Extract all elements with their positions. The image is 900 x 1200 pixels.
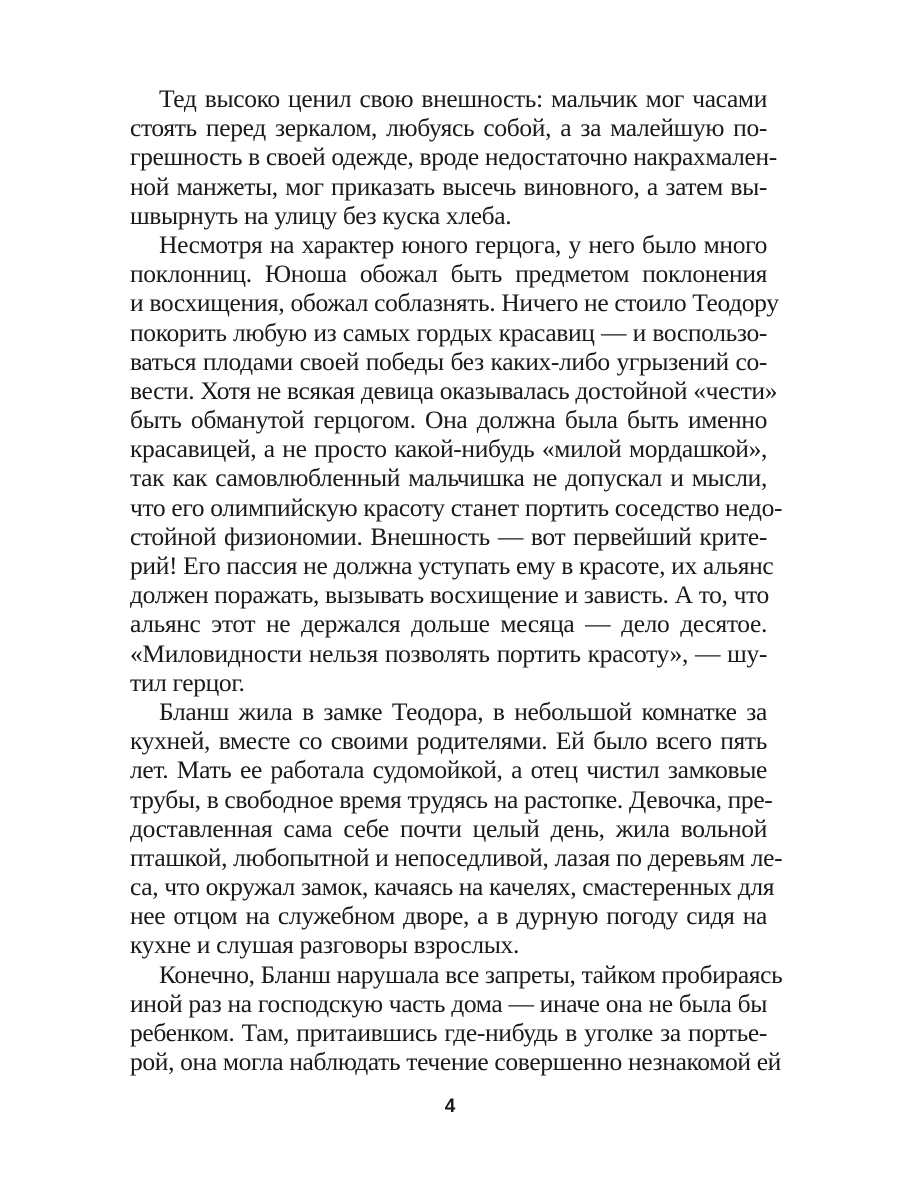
text-line: доставленная сама себе почти целый день, жила вольной bbox=[130, 813, 767, 843]
text-line: вести. Хотя не всякая девица оказывалась достойной «чести» bbox=[130, 375, 778, 405]
text-line: стоять перед зеркалом, любуясь собой, а за малейшую по- bbox=[130, 113, 767, 143]
book-page bbox=[130, 84, 783, 1077]
paragraph bbox=[130, 696, 783, 960]
text-line: красавицей, а не просто какой-нибудь «милой мордашкой», bbox=[130, 434, 767, 464]
text-line: швырнуть на улицу без куска хлеба. bbox=[130, 200, 512, 230]
text-line: так как самовлюбленный мальчишка не допускал и мысли, bbox=[130, 463, 767, 493]
text-line: рий! Его пассия не должна уступать ему в красоте, их альянс bbox=[130, 551, 774, 580]
text-line: поклонниц. Юноша обожал быть предметом поклонения bbox=[130, 259, 767, 289]
paragraph bbox=[130, 959, 783, 1077]
text-line: покорить любую из самых гордых красавиц — и воспользо- bbox=[130, 317, 767, 347]
text-line: стойной физиономии. Внешность — вот первейший крите- bbox=[130, 521, 767, 551]
text-line: кухней, вместе со своими родителями. Ей было всего пять bbox=[130, 726, 767, 756]
text-line: ребенком. Там, притаившись где-нибудь в уголке за портье- bbox=[130, 1018, 767, 1047]
text-line: грешность в своей одежде, вроде недостаточно накрахмален- bbox=[130, 142, 777, 172]
text-line: ваться плодами своей победы без каких-либо угрызений со- bbox=[130, 346, 767, 376]
text-line: трубы, в свободное время трудясь на растопке. Девочка, пре- bbox=[130, 784, 773, 814]
text-line: са, что окружал замок, качаясь на качелях, смастеренных для bbox=[130, 872, 775, 902]
text-line: рой, она могла наблюдать течение совершенно незнакомой ей bbox=[130, 1047, 781, 1077]
text-line: Конечно, Бланш нарушала все запреты, тайком пробираясь bbox=[159, 959, 783, 989]
text-line: что его олимпийскую красоту станет портить соседство недо- bbox=[130, 492, 783, 522]
text-line: тил герцог. bbox=[130, 667, 245, 697]
text-line: быть обманутой герцогом. Она должна была быть именно bbox=[130, 405, 767, 435]
text-line: кухне и слушая разговоры взрослых. bbox=[130, 930, 519, 960]
text-line: должен поражать, вызывать восхищение и зависть. А то, что bbox=[130, 580, 769, 610]
page-number: 4 bbox=[444, 1096, 456, 1117]
text-line: Тед высоко ценил свою внешность: мальчик мог часами bbox=[159, 84, 767, 113]
text-line: Бланш жила в замке Теодора, в небольшой комнатке за bbox=[159, 696, 767, 726]
text-line: и восхищения, обожал соблазнять. Ничего не стоило Теодору bbox=[130, 288, 779, 318]
paragraph bbox=[130, 84, 777, 230]
text-line: пташкой, любопытной и непоседливой, лазая по деревьям ле- bbox=[130, 842, 783, 872]
text-line: иной раз на господскую часть дома — иначе она не была бы bbox=[130, 988, 767, 1018]
text-line: альянс этот не держался дольше месяца — дело десятое. bbox=[130, 609, 767, 639]
text-line: нее отцом на служебном дворе, а в дурную погоду сидя на bbox=[130, 901, 767, 931]
text-line: «Миловидности нельзя позволять портить красоту», — шу- bbox=[130, 638, 767, 668]
text-line: Несмотря на характер юного герцога, у него было много bbox=[159, 229, 767, 259]
paragraph bbox=[130, 229, 783, 697]
text-line: ной манжеты, мог приказать высечь виновного, а затем вы- bbox=[130, 171, 767, 201]
text-line: лет. Мать ее работала судомойкой, а отец чистил замковые bbox=[130, 755, 767, 785]
